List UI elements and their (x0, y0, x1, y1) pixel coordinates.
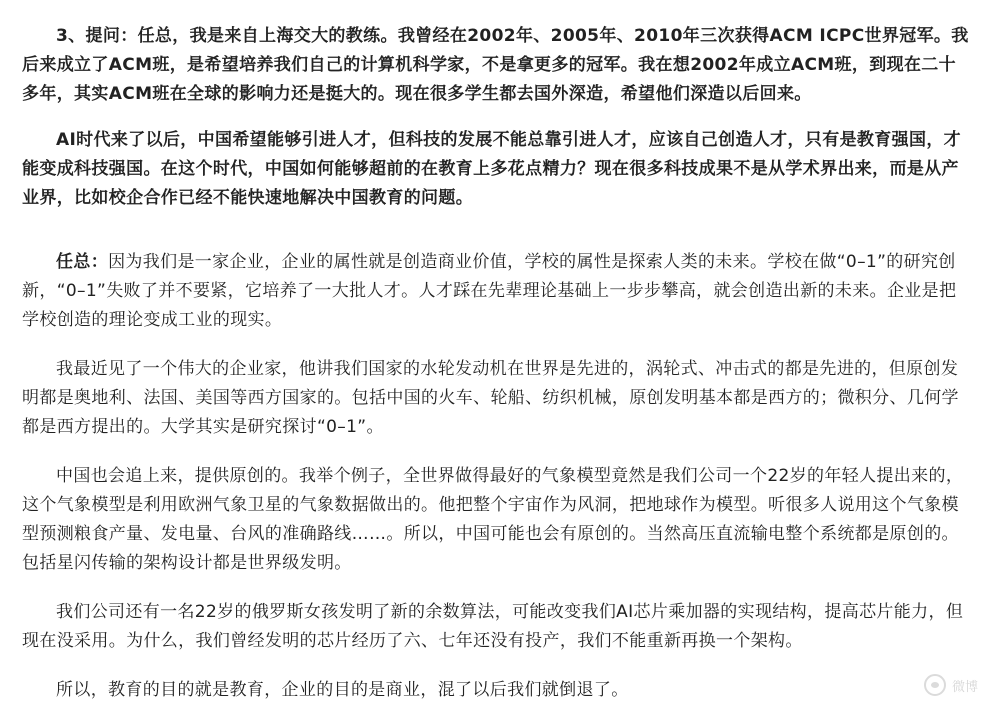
speaker-label: 任总： (56, 252, 109, 272)
article-body (22, 22, 972, 705)
watermark (924, 674, 978, 696)
answer-paragraph-2: 我最近见了一个伟大的企业家，他讲我们国家的水轮发动机在世界是先进的，涡轮式、冲击式的都是先进的，但原创发明都是奥地利、法国、美国等西方国家的。包括中国的火车、轮船、纺织机械，原创发明基本都是西方的；微积分、几何学都是西方提出的。大学其实是研究探讨“0–1”。 (22, 359, 959, 437)
question-paragraph-2: AI时代来了以后，中国希望能够引进人才，但科技的发展不能总靠引进人才，应该自己创造人才，只有是教育强国，才能变成科技强国。在这个时代，中国如何能够超前的在教育上多花点精力？现在很多科技成果不是从学术界出来，而是从产业界，比如校企合作已经不能快速地解决中国教育的问题。 (22, 130, 962, 208)
watermark-text: 微博 (951, 679, 978, 695)
answer-paragraph-1-text: 因为我们是一家企业，企业的属性就是创造商业价值，学校的属性是探索人类的未来。学校在做“0–1”的研究创新，“0–1”失败了并不要紧，它培养了一大批人才。人才踩在先辈理论基础上一步步攀高，就会创造出新的未来。企业是把学校创造的理论变成工业的现实。 (22, 252, 957, 330)
answer-paragraph-5: 所以，教育的目的就是教育，企业的目的是商业，混了以后我们就倒退了。 (56, 680, 629, 700)
weibo-logo-icon (924, 674, 946, 696)
answer-paragraph-4: 我们公司还有一名22岁的俄罗斯女孩发明了新的余数算法，可能改变我们AI芯片乘加器的实现结构，提高芯片能力，但现在没采用。为什么，我们曾经发明的芯片经历了六、七年还没有投产，我们不能重新再换一个架构。 (22, 602, 964, 651)
question-paragraph-1: 3、提问：任总，我是来自上海交大的教练。我曾经在2002年、2005年、2010年三次获得ACM ICPC世界冠军。我后来成立了ACM班，是希望培养我们自己的计算机科学家，不是拿更多的冠军。我在想2002年成立ACM班，到现在二十多年，其实ACM班在全球的影响力还是挺大的。现在很多学生都去国外深造，希望他们深造以后回来。 (22, 26, 969, 104)
answer-paragraph-3: 中国也会追上来，提供原创的。我举个例子，全世界做得最好的气象模型竟然是我们公司一个22岁的年轻人提出来的，这个气象模型是利用欧洲气象卫星的气象数据做出的。他把整个宇宙作为风洞，把地球作为模型。听很多人说用这个气象模型预测粮食产量、发电量、台风的准确路线……。所以，中国可能也会有原创的。当然高压直流输电整个系统都是原创的。包括星闪传输的架构设计都是世界级发明。 (22, 466, 964, 573)
answer-paragraph-1 (22, 248, 972, 335)
